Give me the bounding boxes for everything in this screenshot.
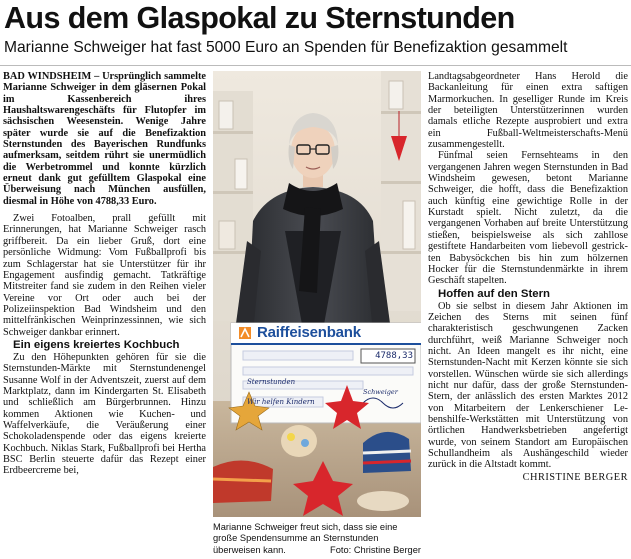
header-divider [0,65,631,66]
caption-last-line [213,545,421,556]
photo-credit: Foto: Christine Berger [330,544,421,555]
subheadline: Marianne Schweiger hat fast 5000 Euro an Spenden für Benefizaktion gesammelt [4,39,568,56]
article-column-1 [3,71,206,477]
crosshead: Hoffen auf den Stern [438,287,551,300]
photo-illustration [213,71,421,517]
body-paragraph: Zu den Höhepunkten gehören für sie die Sternstunden-Märkte mit Sternstundenengel Susanne Wolf in der Adventszeit, zuerst auf dem Marktplatz, dann im Kindergarten St. Elisabeth und schließlich am Bürgerbrunnen. Hinzu kommen Aktionen wie Kuchen- und Waffelverkäufe, die Veräußerung einer Schokoladenspende oder das eigens kreierte Kochbuch. Niklas Stark, Fußballprofi bei Hertha BSC Berlin steuerte dafür das Rezept einer Erdbeercreme bei, [3,351,206,477]
check-recipient: Sternstunden [247,378,296,386]
body-paragraph: Landtagsabgeordneter Hans Herold die Backanleitung für einen extra saftigen Marmorkuchen. In geselliger Runde im Kreis der beteiligten Unterstützerinnen wurden damals etliche Rezepte ausprobiert und extra ein Fußball-Weltmeisterschafts-Menü zusammengestellt. [428,71,628,151]
author-byline: CHRISTINE BERGER [522,471,628,483]
body-paragraph: Ob sie selbst in diesem Jahr Aktionen im Zeichen des Sterns mit seinen fünf charakteristisch geschwungenen Zacken durchführt, weiß Marianne Schweiger noch nicht. An Ideen mangelt es ihr nicht, eine Sternstunden-Nacht mit Kerzen könnte sie sich vorstellen. Wünschen würde sie sich allerdings nicht nur dafür, dass der große Sternstunden-Stern, der anlässlich des ersten Marktes 2012 von Mitarbeitern der Lenkerschiener Lebenshilfe-Werkstätten mit Unterstützung von örtlichen Handwerksbetrieben angefertigt wurde, von seinem Standort am Europäischen Schullandheim als Aushängeschild wieder zurück in die Altstadt kommt. [428,300,628,471]
lead-text: Ursprünglich sammelte Marianne Schweiger in dem gläsernen Pokal im Kassenbereich ihres Haushaltswarengeschäfts für Flutopfer im sächsischen Weesenstein. Wenige Jahre später wurde sie auf die Benefizaktion Sternstunden des Bayerischen Rundfunks aufmerksam, seitdem rührt sie unermüdlich die Werbetrommel und konnte kürzlich erneut dank gut gefülltem Glaspokal eine Überweisung nach München ausfüllen, diesmal in Höhe von 4788,33 Euro. [3,71,207,207]
photo-caption [213,522,421,556]
check-amount: 4788,33 [375,351,413,361]
body-paragraph: Fünfmal seien Fernsehteams in den vergangenen Jahren wegen Sternstunden in Bad Windsheim gewesen, betont Marianne Schweiger, die hofft, dass die Benefizaktion auch künftig eine gewichtige Rolle in der Kurstadt spielt. Nicht zuletzt, da die vergangenen Vorhaben auf breite Unterstützung stießen, beispielsweise als sich zahllose gestiftete Handarbeiten vom liebevoll gestrickten Babysöckchen bis hin zum hölzernen Hocker für die Sternstundenmärkte in ihrem Geschäft stapelten. [428,150,628,287]
dateline: BAD WINDSHEIM – [3,71,100,82]
lead-paragraph [3,71,206,207]
check-signature: Schweiger [363,388,398,396]
check-purpose: Wir helfen Kindern [247,398,315,406]
caption-line: überweisen kann. [213,544,286,555]
article-photo [213,71,421,517]
body-paragraph: Zwei Fotoalben, prall gefüllt mit Erinnerungen, hat Marianne Schweiger rasch griffbereit. Da ein lieber Gruß, dort eine persönliche Widmung: Vom Fußballprofi bis zum Schlagerstar hat sie Unterstützer für ihr Engagement ausfindig gemacht. Tatkräftige Mitstreiter fand sie zudem in den Reihen vieler Vereine vor Ort oder auch bei der Polizeiinspektion Bad Windsheim und den mittelfränkischen Weinprinzessinnen, wie sich Schweiger dankbar erinnert. [3,213,206,338]
headline: Aus dem Glaspokal zu Sternstunden [4,1,515,35]
crosshead: Ein eigens kreiertes Kochbuch [13,338,180,351]
caption-line: Marianne Schweiger freut sich, dass sie eine [213,522,398,532]
article-column-3 [428,71,628,483]
bank-logo-text: Raiffeisenbank [257,324,361,341]
caption-line: große Spendensumme an Sternstunden [213,533,379,544]
